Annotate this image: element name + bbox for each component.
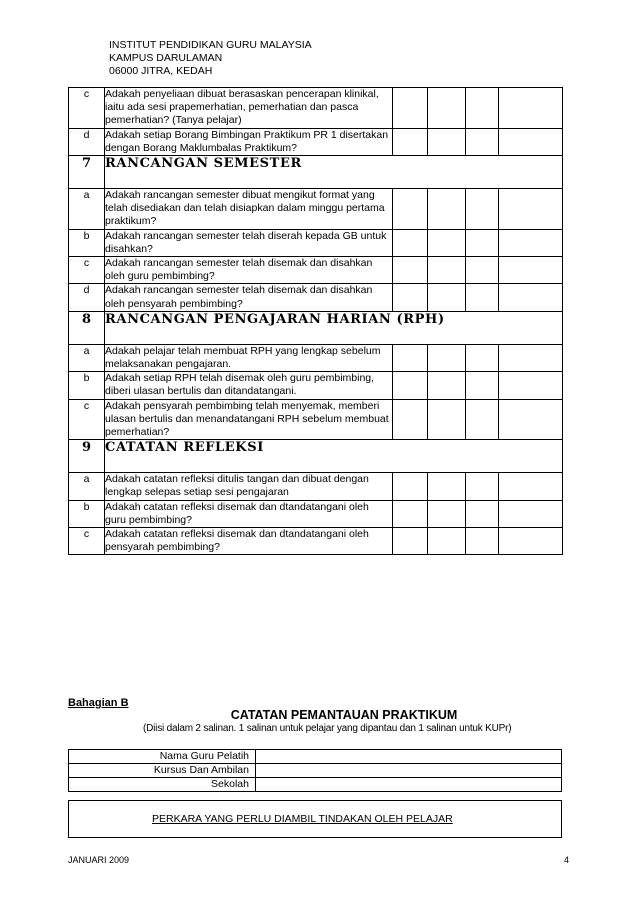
response-cell[interactable]: [428, 372, 466, 399]
checklist-row: [69, 229, 563, 256]
form-title: CATATAN PEMANTAUAN PRAKTIKUM: [230, 708, 458, 722]
response-cell[interactable]: [428, 500, 466, 527]
response-cell[interactable]: [499, 189, 563, 230]
checklist-row: [69, 528, 563, 555]
checklist-body: [69, 88, 563, 555]
checklist-row: [69, 473, 563, 500]
response-cell[interactable]: [499, 284, 563, 311]
item-question: Adakah setiap Borang Bimbingan Praktikum PR 1 disertakan dengan Borang Maklumbalas Praktikum?: [105, 128, 393, 155]
section-row: [69, 311, 563, 344]
campus-address: 06000 JITRA, KEDAH: [109, 65, 213, 77]
response-cell[interactable]: [393, 372, 428, 399]
field-value[interactable]: [256, 764, 562, 778]
response-cell[interactable]: [428, 473, 466, 500]
response-cell[interactable]: [393, 399, 428, 440]
item-question: Adakah rancangan semester telah disemak dan disahkan oleh pensyarah pembimbing?: [105, 284, 393, 311]
response-cell[interactable]: [466, 88, 499, 129]
info-row: [69, 778, 562, 792]
item-letter: b: [69, 229, 105, 256]
response-cell[interactable]: [428, 257, 466, 284]
field-label: Kursus Dan Ambilan: [69, 764, 256, 778]
item-question: Adakah penyeliaan dibuat berasaskan pencerapan klinikal, iaitu ada sesi prapemerhatian, pemerhatian dan pasca pemerhatian? (Tanya pelajar): [105, 88, 393, 129]
section-row: [69, 156, 563, 189]
response-cell[interactable]: [428, 284, 466, 311]
response-cell[interactable]: [466, 189, 499, 230]
response-cell[interactable]: [499, 344, 563, 371]
response-cell[interactable]: [466, 284, 499, 311]
response-cell[interactable]: [428, 88, 466, 129]
item-letter: c: [69, 528, 105, 555]
info-row: [69, 764, 562, 778]
item-question: Adakah rancangan semester dibuat mengikut format yang telah disediakan dan telah disiapkan dalam minggu pertama praktikum?: [105, 189, 393, 230]
page-number: 4: [564, 855, 570, 865]
item-question: Adakah pelajar telah membuat RPH yang lengkap sebelum melaksanakan pengajaran.: [105, 344, 393, 371]
checklist-row: [69, 399, 563, 440]
response-cell[interactable]: [466, 257, 499, 284]
response-cell[interactable]: [499, 372, 563, 399]
item-letter: a: [69, 189, 105, 230]
field-value[interactable]: [256, 750, 562, 764]
response-cell[interactable]: [428, 229, 466, 256]
field-value[interactable]: [256, 778, 562, 792]
item-letter: c: [69, 88, 105, 129]
response-cell[interactable]: [499, 257, 563, 284]
checklist-row: [69, 372, 563, 399]
response-cell[interactable]: [393, 500, 428, 527]
response-cell[interactable]: [466, 128, 499, 155]
response-cell[interactable]: [393, 284, 428, 311]
section-title: RANCANGAN SEMESTER: [105, 156, 563, 189]
response-cell[interactable]: [499, 528, 563, 555]
checklist-row: [69, 257, 563, 284]
response-cell[interactable]: [393, 189, 428, 230]
item-letter: c: [69, 399, 105, 440]
section-number: 8: [69, 311, 105, 344]
field-label: Nama Guru Pelatih: [69, 750, 256, 764]
response-cell[interactable]: [428, 344, 466, 371]
response-cell[interactable]: [428, 528, 466, 555]
footer-date: JANUARI 2009: [68, 855, 130, 865]
institute-header: [109, 39, 312, 78]
item-question: Adakah catatan refleksi disemak dan dtandatangani oleh pensyarah pembimbing?: [105, 528, 393, 555]
response-cell[interactable]: [393, 128, 428, 155]
response-cell[interactable]: [466, 229, 499, 256]
checklist-table: [68, 87, 563, 555]
item-question: Adakah catatan refleksi disemak dan dtandatangani oleh guru pembimbing?: [105, 500, 393, 527]
checklist-row: [69, 88, 563, 129]
section-number: 9: [69, 440, 105, 473]
item-letter: a: [69, 473, 105, 500]
checklist-row: [69, 284, 563, 311]
response-cell[interactable]: [393, 528, 428, 555]
section-label: Bahagian B: [68, 697, 129, 709]
item-letter: a: [69, 344, 105, 371]
section-number: 7: [69, 156, 105, 189]
response-cell[interactable]: [428, 128, 466, 155]
trainee-info-table: [68, 749, 562, 792]
item-letter: d: [69, 284, 105, 311]
response-cell[interactable]: [466, 399, 499, 440]
item-letter: c: [69, 257, 105, 284]
response-cell[interactable]: [499, 473, 563, 500]
checklist-row: [69, 344, 563, 371]
institute-name: INSTITUT PENDIDIKAN GURU MALAYSIA: [109, 39, 312, 51]
response-cell[interactable]: [466, 473, 499, 500]
response-cell[interactable]: [393, 88, 428, 129]
field-label: Sekolah: [69, 778, 256, 792]
response-cell[interactable]: [499, 500, 563, 527]
item-question: Adakah rancangan semester telah disemak dan disahkan oleh guru pembimbing?: [105, 257, 393, 284]
campus-name: KAMPUS DARULAMAN: [109, 52, 223, 64]
item-question: Adakah setiap RPH telah disemak oleh guru pembimbing, diberi ulasan bertulis dan ditandatangani.: [105, 372, 393, 399]
response-cell[interactable]: [466, 500, 499, 527]
section-title: CATATAN REFLEKSI: [105, 440, 563, 473]
checklist-row: [69, 128, 563, 155]
item-question: Adakah pensyarah pembimbing telah menyemak, memberi ulasan bertulis dan menandatangani RPH sebelum membuat pemerhatian?: [105, 399, 393, 440]
response-cell[interactable]: [466, 528, 499, 555]
response-cell[interactable]: [393, 473, 428, 500]
response-cell[interactable]: [393, 344, 428, 371]
item-letter: b: [69, 372, 105, 399]
response-cell[interactable]: [499, 229, 563, 256]
response-cell[interactable]: [499, 88, 563, 129]
item-letter: b: [69, 500, 105, 527]
checklist-row: [69, 189, 563, 230]
item-question: Adakah catatan refleksi ditulis tangan dan dibuat dengan lengkap selepas setiap sesi pengajaran: [105, 473, 393, 500]
section-row: [69, 440, 563, 473]
response-cell[interactable]: [393, 229, 428, 256]
form-instructions: (Diisi dalam 2 salinan. 1 salinan untuk pelajar yang dipantau dan 1 salinan untuk KUPr): [143, 723, 512, 734]
action-heading: PERKARA YANG PERLU DIAMBIL TINDAKAN OLEH PELAJAR: [152, 813, 453, 825]
response-cell[interactable]: [428, 189, 466, 230]
section-title: RANCANGAN PENGAJARAN HARIAN (RPH): [105, 311, 563, 344]
response-cell[interactable]: [393, 257, 428, 284]
item-letter: d: [69, 128, 105, 155]
response-cell[interactable]: [499, 128, 563, 155]
response-cell[interactable]: [428, 399, 466, 440]
response-cell[interactable]: [499, 399, 563, 440]
info-row: [69, 750, 562, 764]
checklist-row: [69, 500, 563, 527]
response-cell[interactable]: [466, 372, 499, 399]
response-cell[interactable]: [466, 344, 499, 371]
item-question: Adakah rancangan semester telah diserah kepada GB untuk disahkan?: [105, 229, 393, 256]
